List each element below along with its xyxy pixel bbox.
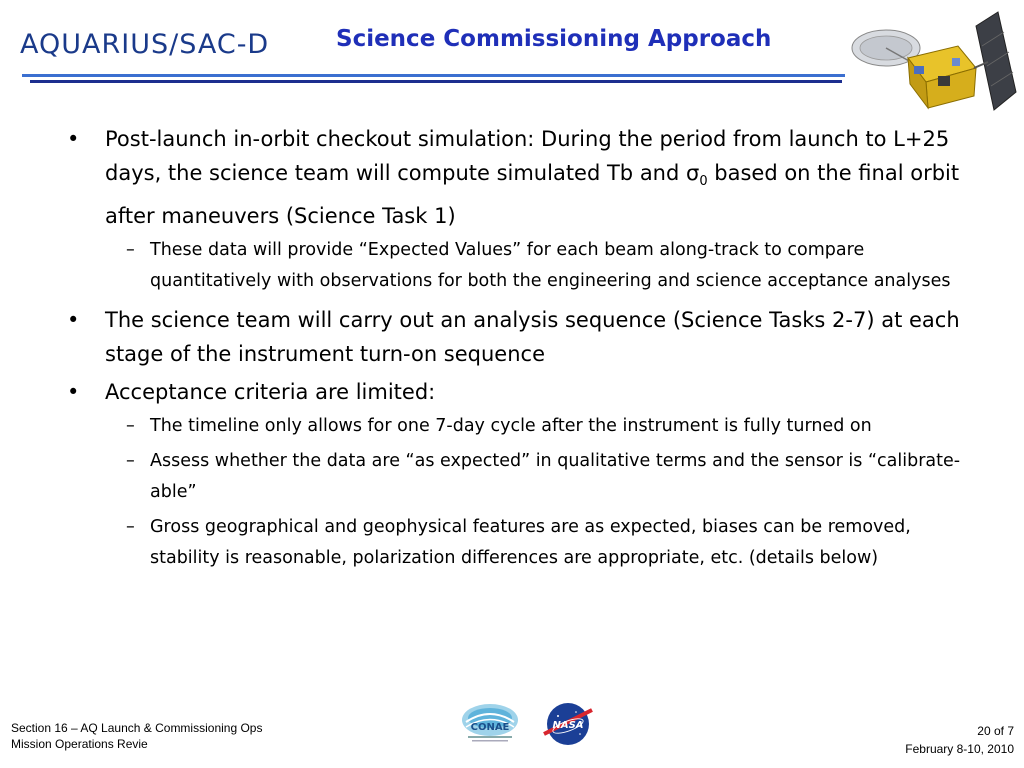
conae-label: CONAE: [470, 722, 510, 733]
aquarius-sacd-logo: [20, 24, 310, 64]
sub-bullet-3-1: [105, 411, 982, 442]
bullet-3-text: Acceptance criteria are limited:: [105, 380, 436, 405]
bullet-2: [62, 303, 982, 371]
slide-title: Science Commissioning Approach: [336, 26, 772, 52]
nasa-logo: [540, 700, 596, 748]
sub-bullet-3-2: [105, 446, 982, 508]
slide-content: [62, 122, 982, 576]
sigma-subscript: 0: [699, 174, 708, 190]
page-number: 20 of 7: [977, 724, 1014, 738]
bullet-1: [62, 122, 982, 233]
header-rule-light: [22, 74, 845, 77]
footer-section-info: [11, 720, 262, 752]
footer-page-info: [905, 722, 1014, 758]
bullet-2-text: The science team will carry out an analysis sequence (Science Tasks 2-7) at each stage of the instrument turn-on sequence: [105, 308, 960, 367]
footer-line-2: Mission Operations Revie: [11, 737, 148, 751]
bullet-dot: •: [67, 380, 80, 405]
sub-bullet-1-1: [105, 235, 982, 297]
sub-bullet-dash: –: [126, 240, 135, 261]
footer-line-1: Section 16 – AQ Launch & Commissioning Ops: [11, 721, 263, 735]
bullet-1-text-cont: based on the final orbit after maneuvers (Science Task 1): [105, 161, 960, 229]
sub-bullet-1-1-text: These data will provide “Expected Values” for each beam along-track to compare quantitatively with observations for both the engineering and science acceptance analyses: [150, 240, 951, 292]
footer-date: February 8-10, 2010: [905, 742, 1014, 756]
bullet-dot: •: [67, 308, 80, 333]
nasa-label: NASA: [552, 720, 584, 731]
sub-bullet-3-3: [105, 512, 982, 574]
sub-bullet-dash: –: [126, 416, 135, 437]
sub-bullet-3-2-text: Assess whether the data are “as expected” in qualitative terms and the sensor is “calibrate-able”: [150, 451, 961, 503]
sub-bullet-dash: –: [126, 451, 135, 472]
conae-logo: [458, 700, 522, 746]
sub-bullet-dash: –: [126, 517, 135, 538]
bullet-1-text: Post-launch in-orbit checkout simulation: During the period from launch to L+25 days, the science team will compute simulated Tb and σ: [105, 127, 950, 185]
sub-bullet-3-1-text: The timeline only allows for one 7-day cycle after the instrument is fully turned on: [150, 416, 872, 437]
header-rule-dark: [30, 80, 842, 83]
sub-bullet-3-3-text: Gross geographical and geophysical features are as expected, biases can be removed, stability is reasonable, polarization differences are appropriate, etc. (details below): [150, 517, 911, 569]
bullet-dot: •: [67, 127, 80, 151]
bullet-3: [62, 375, 982, 409]
logo-text: AQUARIUS/SAC-D: [20, 28, 270, 60]
satellite-image: [848, 6, 1020, 120]
